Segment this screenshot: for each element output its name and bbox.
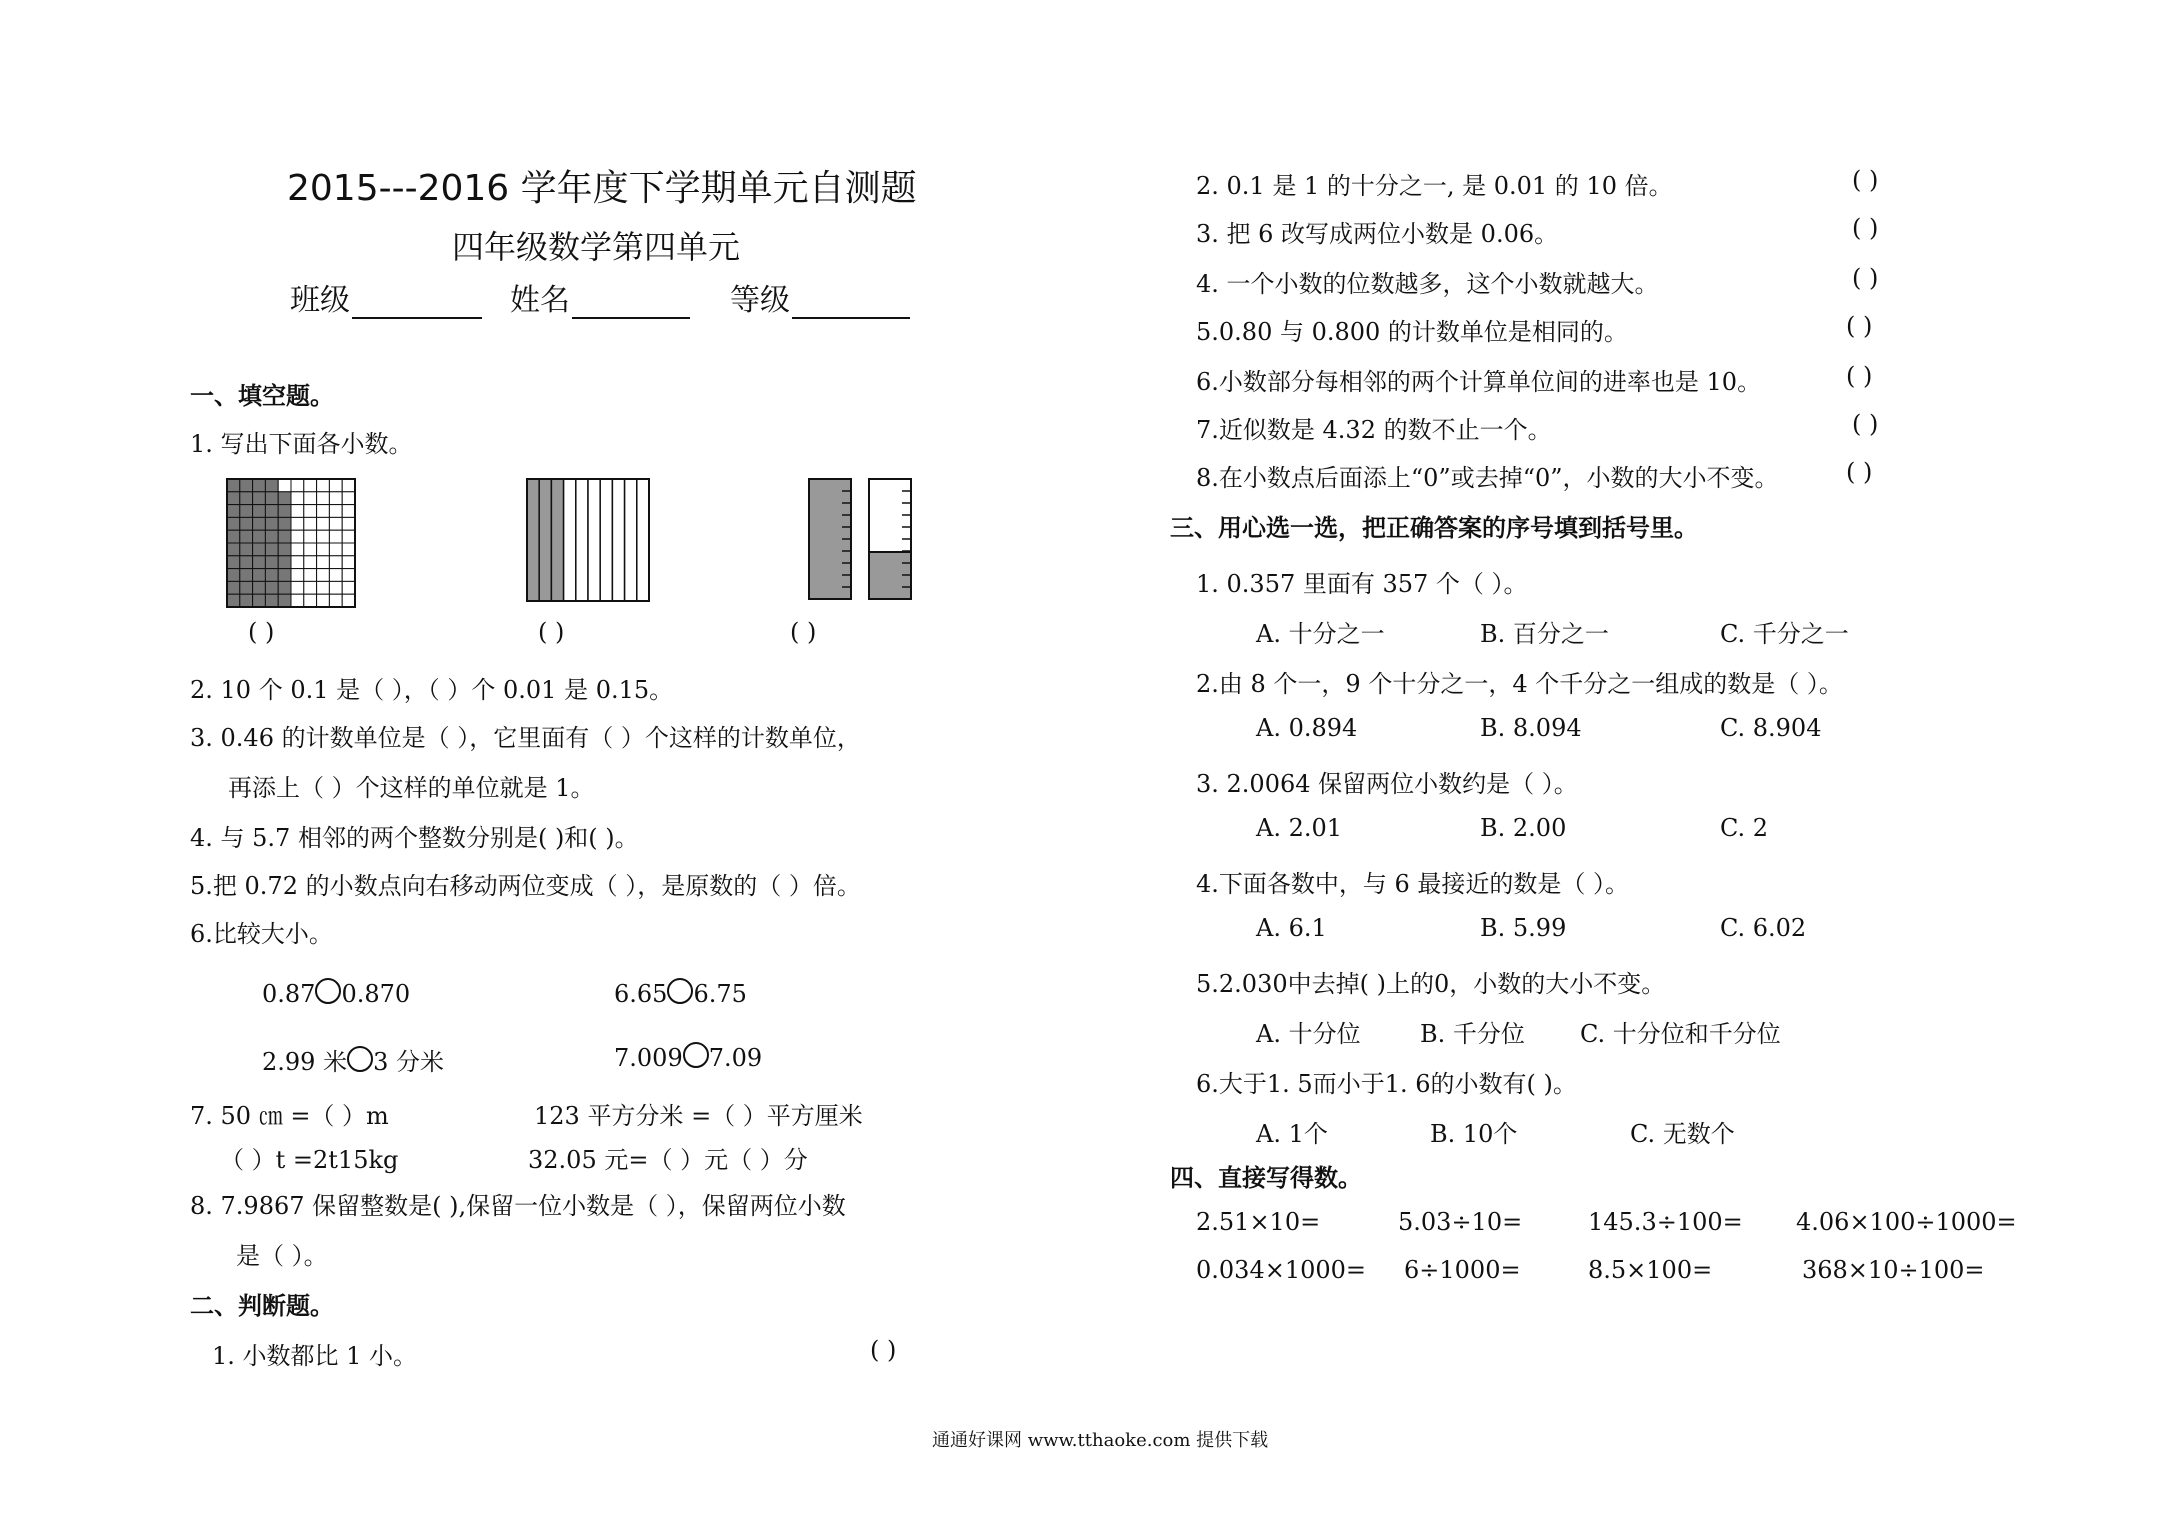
q1-text: 1. 写出下面各小数。 [190, 430, 413, 458]
grid-cell [342, 594, 355, 607]
grid-cell [240, 556, 253, 569]
grid-cell [253, 530, 266, 543]
choice-q5-opt-a[interactable]: A. 十分位 [1256, 1020, 1361, 1048]
strip-cell [539, 479, 551, 601]
choice-q6-opt-b[interactable]: B. 10个 [1430, 1120, 1518, 1148]
choice-q1-opt-b[interactable]: B. 百分之一 [1480, 620, 1609, 648]
grid-cell [342, 556, 355, 569]
grid-cell [329, 581, 342, 594]
grid-cell [329, 530, 342, 543]
compare-3-left: 2.99 米 [262, 1048, 348, 1076]
section1-heading: 一、填空题。 [190, 381, 334, 410]
judge-item-6: 6.小数部分每相邻的两个计算单位间的进率也是 10。 [1196, 368, 1762, 396]
grid-cell [227, 581, 240, 594]
grid-cell [240, 569, 253, 582]
grid-cell [253, 517, 266, 530]
grid-cells [227, 479, 355, 607]
calc-5: 0.034×1000= [1196, 1256, 1367, 1284]
calc-7: 8.5×100= [1588, 1256, 1713, 1284]
compare-4-right: 7.09 [708, 1044, 763, 1072]
grid-cell [317, 543, 330, 556]
name-blank[interactable] [572, 289, 690, 319]
grid-cell [265, 479, 278, 492]
choice-q5-opt-b[interactable]: B. 千分位 [1420, 1020, 1525, 1048]
grid-cell [342, 543, 355, 556]
strip-cell [588, 479, 600, 601]
grade-label: 等级 [730, 283, 790, 318]
grid-cell [253, 543, 266, 556]
name-field[interactable] [510, 275, 690, 319]
choice-q3-opt-c[interactable]: C. 2 [1720, 814, 1769, 842]
fig2-answer[interactable]: ( ) [538, 618, 565, 646]
choice-q2-opt-c[interactable]: C. 8.904 [1720, 714, 1822, 742]
choice-q2-opt-a[interactable]: A. 0.894 [1256, 714, 1358, 742]
grid-cell [304, 517, 317, 530]
choice-q1-opt-a[interactable]: A. 十分之一 [1256, 620, 1385, 648]
calc-1: 2.51×10= [1196, 1208, 1321, 1236]
judge-paren-2[interactable]: ( ) [1852, 166, 1879, 194]
grid-cell [317, 594, 330, 607]
compare-1 [262, 978, 410, 1008]
q7-text-a2: 123 平方分米 =（ ）平方厘米 [534, 1102, 863, 1130]
compare-2-right: 6.75 [693, 980, 747, 1008]
choice-q6-opt-a[interactable]: A. 1个 [1256, 1120, 1328, 1148]
compare-1-right: 0.870 [341, 980, 411, 1008]
strip-cell [527, 479, 539, 601]
grid-cell [253, 569, 266, 582]
grid-cell [329, 543, 342, 556]
grid-cell [227, 492, 240, 505]
grid-cell [329, 479, 342, 492]
choice-q4-opt-b[interactable]: B. 5.99 [1480, 914, 1567, 942]
judge-paren-8[interactable]: ( ) [1846, 458, 1873, 486]
compare-circle[interactable] [667, 978, 693, 1004]
grid-cell [265, 581, 278, 594]
choice-q4-opt-a[interactable]: A. 6.1 [1256, 914, 1327, 942]
judge-item-5: 5.0.80 与 0.800 的计数单位是相同的。 [1196, 318, 1628, 346]
strip-cell [637, 479, 649, 601]
choice-q1: 1. 0.357 里面有 357 个（ ）。 [1196, 570, 1528, 598]
grid-cell [329, 594, 342, 607]
choice-q2: 2.由 8 个一，9 个十分之一，4 个千分之一组成的数是（ ）。 [1196, 670, 1843, 698]
grid-cell [291, 569, 304, 582]
grid-cell [240, 581, 253, 594]
grid-cell [317, 492, 330, 505]
class-field[interactable] [290, 275, 482, 319]
grid-cell [291, 530, 304, 543]
judge-paren-5[interactable]: ( ) [1846, 312, 1873, 340]
choice-q1-opt-c[interactable]: C. 千分之一 [1720, 620, 1849, 648]
q7-text-a1: 7. 50 ㎝ =（ ）m [190, 1102, 389, 1130]
judge-item-2: 2. 0.1 是 1 的十分之一, 是 0.01 的 10 倍。 [1196, 172, 1673, 200]
columns-figure [808, 478, 914, 602]
q7-text-b2: 32.05 元=（ ）元（ ）分 [528, 1146, 808, 1174]
grid-cell [278, 530, 291, 543]
grid-cell [278, 505, 291, 518]
grid-cell [329, 492, 342, 505]
choice-q4: 4.下面各数中，与 6 最接近的数是（ ）。 [1196, 870, 1630, 898]
strip-cell [551, 479, 563, 601]
grid-cell [304, 479, 317, 492]
grade-blank[interactable] [792, 289, 910, 319]
grid-cell [278, 479, 291, 492]
judge-paren-1[interactable]: ( ) [870, 1336, 897, 1364]
grid-cell [265, 569, 278, 582]
grid-cell [304, 492, 317, 505]
compare-circle[interactable] [315, 978, 341, 1004]
grid-cell [342, 569, 355, 582]
choice-q5: 5.2.030中去掉( )上的0，小数的大小不变。 [1196, 970, 1666, 998]
fig1-answer[interactable]: ( ) [248, 618, 275, 646]
compare-1-left: 0.87 [262, 980, 316, 1008]
grid-cell [278, 569, 291, 582]
grid-cell [227, 530, 240, 543]
choice-q3-opt-b[interactable]: B. 2.00 [1480, 814, 1567, 842]
grid-cell [291, 556, 304, 569]
grid-cell [240, 594, 253, 607]
grid-cell [317, 556, 330, 569]
q4-text: 4. 与 5.7 相邻的两个整数分别是( )和( )。 [190, 824, 639, 852]
grid-cell [278, 556, 291, 569]
choice-q3-opt-a[interactable]: A. 2.01 [1256, 814, 1343, 842]
compare-2-left: 6.65 [614, 980, 668, 1008]
choice-q5-opt-c[interactable]: C. 十分位和千分位 [1580, 1020, 1781, 1048]
grid-cell [265, 543, 278, 556]
section2-heading: 二、判断题。 [190, 1291, 334, 1320]
q6-text: 6.比较大小。 [190, 920, 333, 948]
grid-cell [253, 556, 266, 569]
grid-cell [342, 505, 355, 518]
choice-q6: 6.大于1. 5而小于1. 6的小数有( )。 [1196, 1070, 1577, 1098]
grid-cell [278, 581, 291, 594]
footer-credit: 通通好课网 www.tthaoke.com 提供下载 [932, 1430, 1269, 1451]
grid-cell [227, 543, 240, 556]
judge-paren-7[interactable]: ( ) [1852, 410, 1879, 438]
grid-cell [304, 581, 317, 594]
grid-cell [329, 517, 342, 530]
grid-cell [253, 479, 266, 492]
compare-circle[interactable] [683, 1042, 709, 1068]
grid-100-figure [226, 478, 356, 608]
compare-circle[interactable] [347, 1046, 373, 1072]
q2-text: 2. 10 个 0.1 是（ ），（ ）个 0.01 是 0.15。 [190, 676, 674, 704]
choice-q4-opt-c[interactable]: C. 6.02 [1720, 914, 1807, 942]
grid-cell [317, 479, 330, 492]
section4-heading: 四、直接写得数。 [1170, 1163, 1362, 1192]
compare-4-left: 7.009 [614, 1044, 683, 1072]
grid-cell [240, 479, 253, 492]
grid-cell [227, 505, 240, 518]
calc-8: 368×10÷100= [1802, 1256, 1985, 1284]
judge-item-7: 7.近似数是 4.32 的数不止一个。 [1196, 416, 1552, 444]
grid-cell [342, 479, 355, 492]
grid-cell [265, 530, 278, 543]
grid-cell [291, 479, 304, 492]
grid-cell [278, 594, 291, 607]
grid-cell [304, 594, 317, 607]
judge-item-4: 4. 一个小数的位数越多，这个小数就越大。 [1196, 270, 1659, 298]
grid-cell [227, 556, 240, 569]
calc-4: 4.06×100÷1000= [1796, 1208, 2017, 1236]
grid-cell [278, 517, 291, 530]
grid-cell [317, 569, 330, 582]
calc-2: 5.03÷10= [1398, 1208, 1523, 1236]
grid-cell [265, 492, 278, 505]
name-label: 姓名 [510, 283, 570, 318]
grid-cell [317, 581, 330, 594]
section3-heading: 三、用心选一选，把正确答案的序号填到括号里。 [1170, 513, 1698, 542]
grid-cell [291, 581, 304, 594]
q3-text-a: 3. 0.46 的计数单位是（ ），它里面有（ ）个这样的计数单位， [190, 724, 861, 752]
judge-item-3: 3. 把 6 改写成两位小数是 0.06。 [1196, 220, 1559, 248]
grid-cell [240, 543, 253, 556]
judge-item-1: 1. 小数都比 1 小。 [212, 1342, 418, 1370]
grid-cell [265, 505, 278, 518]
grid-cell [317, 505, 330, 518]
grid-cell [265, 556, 278, 569]
grid-cell [304, 543, 317, 556]
grid-cell [342, 492, 355, 505]
grid-cell [342, 517, 355, 530]
calc-3: 145.3÷100= [1588, 1208, 1743, 1236]
grid-cell [342, 581, 355, 594]
grid-cell [304, 556, 317, 569]
grid-cell [253, 594, 266, 607]
judge-paren-4[interactable]: ( ) [1852, 264, 1879, 292]
judge-paren-3[interactable]: ( ) [1852, 214, 1879, 242]
grid-cell [291, 505, 304, 518]
grid-cell [329, 569, 342, 582]
grid-cell [304, 505, 317, 518]
calc-6: 6÷1000= [1404, 1256, 1521, 1284]
grid-cell [240, 492, 253, 505]
page-title: 2015---2016 学年度下学期单元自测题 [287, 168, 917, 209]
grid-cell [317, 517, 330, 530]
choice-q3: 3. 2.0064 保留两位小数约是（ ）。 [1196, 770, 1578, 798]
strip-cell [612, 479, 624, 601]
strip-cell [600, 479, 612, 601]
grade-field[interactable] [730, 275, 910, 319]
compare-3-right: 3 分米 [373, 1048, 444, 1076]
q8-text-a: 8. 7.9867 保留整数是( ),保留一位小数是（ ），保留两位小数 [190, 1192, 846, 1220]
strip-cell [564, 479, 576, 601]
q5-text: 5.把 0.72 的小数点向右移动两位变成（ ），是原数的（ ）倍。 [190, 872, 861, 900]
grid-cell [304, 569, 317, 582]
strips-10-figure [526, 478, 650, 602]
grid-cell [291, 543, 304, 556]
strip-cell [625, 479, 637, 601]
grid-cell [253, 505, 266, 518]
strip-cells [527, 479, 649, 601]
fig3-answer[interactable]: ( ) [790, 618, 817, 646]
page-subtitle: 四年级数学第四单元 [452, 228, 741, 266]
compare-3 [262, 1042, 444, 1077]
grid-cell [329, 556, 342, 569]
grid-cell [240, 517, 253, 530]
q7-text-b1: （ ）t =2t15kg [220, 1146, 399, 1174]
grid-cell [240, 530, 253, 543]
compare-2 [614, 978, 747, 1008]
judge-item-8: 8.在小数点后面添上“0”或去掉“0”，小数的大小不变。 [1196, 464, 1779, 492]
grid-cell [240, 505, 253, 518]
class-blank[interactable] [352, 289, 482, 319]
grid-cell [317, 530, 330, 543]
grid-cell [304, 530, 317, 543]
judge-paren-6[interactable]: ( ) [1846, 362, 1873, 390]
strip-cell [576, 479, 588, 601]
compare-4 [614, 1042, 762, 1072]
grid-cell [278, 492, 291, 505]
q8-text-b: 是（ ）。 [236, 1242, 328, 1270]
choice-q6-opt-c[interactable]: C. 无数个 [1630, 1120, 1735, 1148]
grid-cell [265, 594, 278, 607]
grid-cell [291, 594, 304, 607]
grid-cell [253, 581, 266, 594]
grid-cell [227, 517, 240, 530]
grid-cell [291, 517, 304, 530]
grid-cell [342, 530, 355, 543]
grid-cell [227, 479, 240, 492]
grid-cell [265, 517, 278, 530]
q3-text-b: 再添上（ ）个这样的单位就是 1。 [228, 774, 595, 802]
grid-cell [278, 543, 291, 556]
grid-cell [227, 594, 240, 607]
class-label: 班级 [290, 283, 350, 318]
choice-q2-opt-b[interactable]: B. 8.094 [1480, 714, 1582, 742]
grid-cell [291, 492, 304, 505]
grid-cell [329, 505, 342, 518]
grid-cell [253, 492, 266, 505]
grid-cell [227, 569, 240, 582]
